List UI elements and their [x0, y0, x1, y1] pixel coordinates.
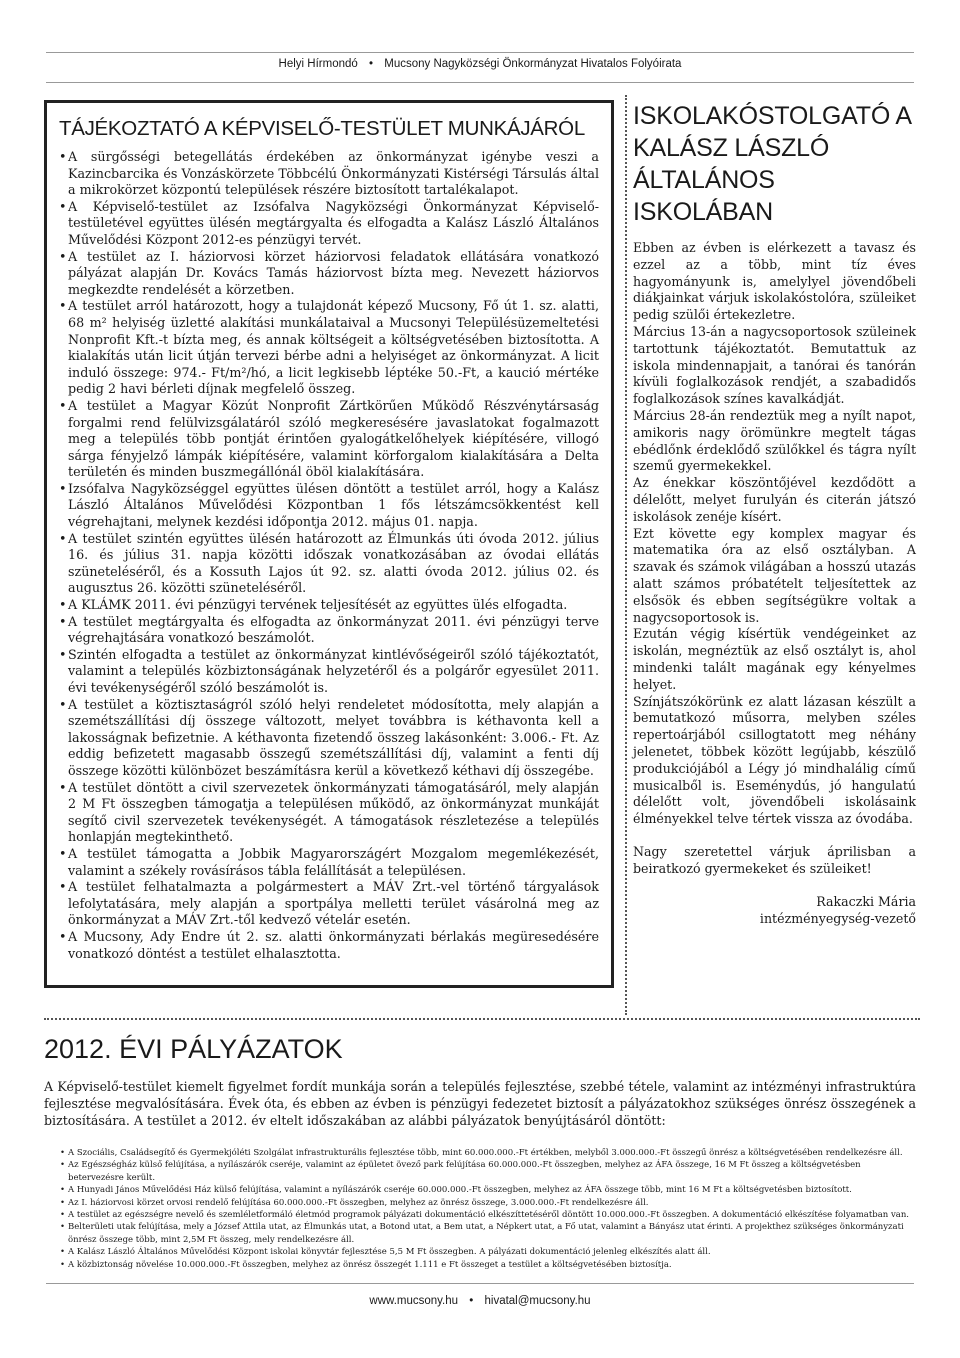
- list-item: • A testület felhatalmazta a polgármestert a MÁV Zrt.-vel történő tárgyalások lefolytatására, mely alapján a sportpálya melletti terület vásárolná meg az önkormányzat a MÁV Zrt.-től kedvező vételár esetén.: [59, 879, 599, 929]
- article-paragraph: Az énekkar köszöntőjével kezdődött a délelőtt, melyet furulyán és citerán játszó iskolások zenéje kísért.: [633, 475, 916, 524]
- header-separator: •: [369, 58, 374, 70]
- header-top-rule: [46, 52, 914, 53]
- list-item: • A sürgősségi betegellátás érdekében az önkormányzat igénybe veszi a Kazincbarcika és Vonzáskörzete Többcélú Önkormányzati Kistérségi Társulás által a mikrokörzet központú települések részére biztosított tartalékalapot.: [59, 149, 599, 199]
- article-paragraph: Színjátszókörünk ez alatt lázasan készült a bemutatkozó műsorra, melyben széles repertoárjából csillogtatott meg néhány jelenetet, többek között legújabb, készülő produkciójából a Légy jó mindhalálig című musicalből is. Eseménydús, jó hangulatú délelőtt volt, jövendőbeli iskolásaink élményekkel telve tértek vissza az óvodába.: [633, 693, 916, 827]
- paragraph-gap: [633, 828, 916, 844]
- header-text: [0, 58, 960, 70]
- list-item: • A testület az egészségre nevelő és szemléletformáló életmód programok pályázati dokumentáció elkészíttetéséről döntött 10.000.000.-Ft összegben. A dokumentáció elkészítése folyamatban van.: [60, 1209, 916, 1221]
- school-article-title: ISKOLAKÓSTOLGATÓ A KALÁSZ LÁSZLÓ ÁLTALÁNOS ISKOLÁBAN: [633, 102, 911, 226]
- list-item: • A KLÁMK 2011. évi pénzügyi tervének teljesítését az együttes ülés elfogadta.: [59, 597, 599, 614]
- footer-rule: [46, 1283, 914, 1284]
- list-item: • A testület a Magyar Közút Nonprofit Zártkörűen Működő Részvénytársaság forgalmi rend felülvizsgálatáról szóló megkeresésére javaslatokat fogalmazott meg a település több pontját érintően gyalogátkelőhelyek kiépítésére, villogó sárga fényjelző lámpák kiépítésére, valamint körforgalom kialakítására a Delta területén és minden buszmegállónál öböl kialakítására.: [59, 398, 599, 481]
- list-item: • A testület támogatta a Jobbik Magyarországért Mozgalom megemlékezését, valamint a székely rovásírásos tábla felállítását a településen.: [59, 846, 599, 879]
- list-item: • Szintén elfogadta a testület az önkormányzat kintlévőségeiről szóló tájékoztatót, valamint a település közbiztonságának helyzetéről és a polgárőr egyesület 2011. évi tevékenységéről szóló beszámolót is.: [59, 647, 599, 697]
- list-item: • A közbiztonság növelése 10.000.000.-Ft összegben, melyhez az önrész összegét 1.111 e Ft összeget a testület a költségvetésében biztosítja.: [60, 1259, 916, 1271]
- signature: [633, 893, 916, 927]
- council-report-list: [59, 149, 599, 962]
- signature-role: intézményegység-vezető: [759, 911, 916, 927]
- list-item: • A testület a köztisztaságról szóló helyi rendeletet módosította, mely alapján a szemétszállítási díj összege változott, melyet továbbra is kéthavonta kell a lakosságnak befizetnie. A kéthavonta fizetendő összeg lakásonként: 3.006.- Ft. Az eddig befizetett magasabb összegű szemétszállítási díj, valamint a fenti díj összege közötti különbözet beszámításra kerül a következő kéthavi díj összegébe.: [59, 697, 599, 780]
- list-item: • A Kalász László Általános Művelődési Központ iskolai könyvtár fejlesztése 5,5 M Ft összegben. A pályázati dokumentáció jelenleg elkészítés alatt áll.: [60, 1246, 916, 1258]
- website-link[interactable]: www.mucsony.hu: [369, 1295, 459, 1307]
- grants-intro: A Képviselő-testület kiemelt figyelmet fordít munkája során a település fejlesztése, szebbé tétele, valamint az intézményi infrastruktúra fejlesztése megvalósítására. Évek óta, és ebben az évben is pénzügyi fedezetet biztosít a pályázatokhoz szükséges önrész összegének a biztosítására. A testület a 2012. év eltelt időszakában az alábbi pályázatok benyújtásáról döntött:: [44, 1079, 916, 1128]
- council-report-title: TÁJÉKOZTATÓ A KÉPVISELŐ-TESTÜLET MUNKÁJÁRÓL: [59, 117, 585, 140]
- publication-subtitle: Mucsony Nagyközségi Önkormányzat Hivatalos Folyóirata: [384, 58, 682, 70]
- list-item: • A Képviselő-testület az Izsófalva Nagyközségi Önkormányzat Képviselő-testületével együttes ülésén megtárgyalta és elfogadta a Kalász László Általános Művelődési Központ 2012-es pénzügyi tervét.: [59, 199, 599, 249]
- list-item: • Izsófalva Nagyközséggel együttes ülésen döntött a testület arról, hogy a Kalász László Általános Művelődési Központban 1 fős létszámcsökkentést kell végrehajtani, melynek kezdési időpontja 2012. május 01. napja.: [59, 481, 599, 531]
- publication-name: Helyi Hírmondó: [278, 58, 358, 70]
- column-divider: [625, 95, 627, 1015]
- footer-text: [0, 1295, 960, 1307]
- list-item: • A Szociális, Családsegítő és Gyermekjóléti Szolgálat infrastrukturális fejlesztése több, mint 60.000.000.-Ft értékben, melyből 3.000.000.-Ft összegű önrész a költségvetésében rendelkezésre áll.: [60, 1147, 916, 1159]
- list-item: • Az I. háziorvosi körzet orvosi rendelő felújítása 60.000.000.-Ft összegben, melyhez az önrész összege, 3.000.000.-Ft rendelkezésre áll.: [60, 1197, 916, 1209]
- email-link[interactable]: hivatal@mucsony.hu: [484, 1295, 591, 1307]
- header-bottom-rule: [46, 82, 914, 83]
- signature-name: Rakaczki Mária: [816, 894, 916, 910]
- article-paragraph: Ebben az évben is elérkezett a tavasz és ezzel az a több, mint tíz éves hagyományunk is, amelylyel jövendőbeli diákjainkat várjuk iskolakóstolóra, szüleiket pedig szülői értekezletre.: [633, 240, 916, 323]
- list-item: • Belterületi utak felújítása, mely a József Attila utat, az Élmunkás utat, a Botond utat, a Bem utat, a Népkert utat, a Fő utat, valamint a Bányász utat érinti. A projekthez szükséges önkormányzati önrész összege több, mint 2,5M Ft összeg, mely rendelkezésre áll.: [60, 1221, 916, 1246]
- article-closing: Nagy szeretettel várjuk áprilisban a beiratkozó gyermekeket és szüleiket!: [633, 843, 916, 876]
- section-divider: [44, 1018, 920, 1020]
- grants-list: [60, 1147, 916, 1271]
- list-item: • A testület az I. háziorvosi körzet háziorvosi feladatok ellátására vonatkozó pályázat alapján Dr. Kovács Tamás háziorvost bízta meg. Nevezett háziorvos megkezdte rendelését a körzetben.: [59, 249, 599, 299]
- article-paragraph: Március 13-án a nagycsoportosok szüleinek tartottunk tájékoztatót. Bemutattuk az iskola mindennapjait, a tanórai és tanórán kívüli foglalkozások rendjét, a szabadidős foglalkozások színes kavalkádját.: [633, 323, 916, 407]
- list-item: • A Mucsony, Ady Endre út 2. sz. alatti önkormányzati bérlakás megüresedésére vonatkozó döntést a testület elhalasztotta.: [59, 929, 599, 962]
- list-item: • Az Egészségház külső felújítása, a nyílászárók cseréje, valamint az épületet övező park felújítása 60.000.000.-Ft összegben, melyhez az ÁFA összege, 16 M Ft összeg a költségvetésben betervezésre került.: [60, 1159, 916, 1184]
- article-paragraph: Ezután végig kísértük vendégeinket az iskolán, megnéztük az első osztályt is, ahol mindenki talált magának egy kényelmes helyet.: [633, 626, 916, 692]
- article-paragraph: Ezt követte egy komplex magyar és matematika óra az első osztályban. A szavak és számok világában a hosszú utazás alatt számos próbatételt teljesítettek az elsősök és ebben segítségükre voltak a nagycsoportosok is.: [633, 525, 916, 625]
- list-item: • A testület döntött a civil szervezetek önkormányzati támogatásáról, mely alapján 2 M Ft összegben támogatja a településen működő, az önkormányzat munkáját segítő civil szervezetek tevékenységét. A támogatások részletezése a település honlapján megtekinthető.: [59, 780, 599, 846]
- list-item: • A testület arról határozott, hogy a tulajdonát képező Mucsony, Fő út 1. sz. alatti, 68 m² helyiség üzletté alakítási munkálataival a Mucsonyi Településüzemeltetési Nonprofit Kft.-t bízta meg, és annak költségeit a költségvetésében biztosította. A kialakítás után licit útján tervezi bérbe adni a helyiséget az önkormányzat. A licit induló összege: 974.- Ft/m²/hó, a licit legkisebb léptéke 50.-Ft, a kaució mértéke pedig 2 havi bérleti díjnak megfelelő összeg.: [59, 298, 599, 398]
- list-item: • A Hunyadi János Művelődési Ház külső felújítása, valamint a nyílászárók cseréje 60.000.000.-Ft összegben, melyhez az ÁFA összege több, mint 16 M Ft a költségvetésben biztosított.: [60, 1184, 916, 1196]
- footer-separator: •: [469, 1295, 474, 1307]
- list-item: • A testület megtárgyalta és elfogadta az önkormányzat 2011. évi pénzügyi terve végrehajtására vonatkozó beszámolót.: [59, 614, 599, 647]
- article-paragraph: Március 28-án rendeztük meg a nyílt napot, amikoris nagy örömünkre megtelt tágas ebédlőnk érdeklődő szülőkkel és tágra nyílt szemű gyermekekkel.: [633, 407, 916, 474]
- school-article: [633, 100, 916, 927]
- grants-title: 2012. ÉVI PÁLYÁZATOK: [44, 1034, 343, 1064]
- council-report-box: [44, 100, 614, 988]
- list-item: • A testület szintén együttes ülésén határozott az Élmunkás úti óvoda 2012. július 16. és július 31. napja közötti időszak vonatkozásában az óvodai ellátás szüneteléséről, és a Kossuth Lajos út 92. sz. alatti óvoda 2012. július 02. és augusztus 26. közötti szüneteléséről.: [59, 531, 599, 597]
